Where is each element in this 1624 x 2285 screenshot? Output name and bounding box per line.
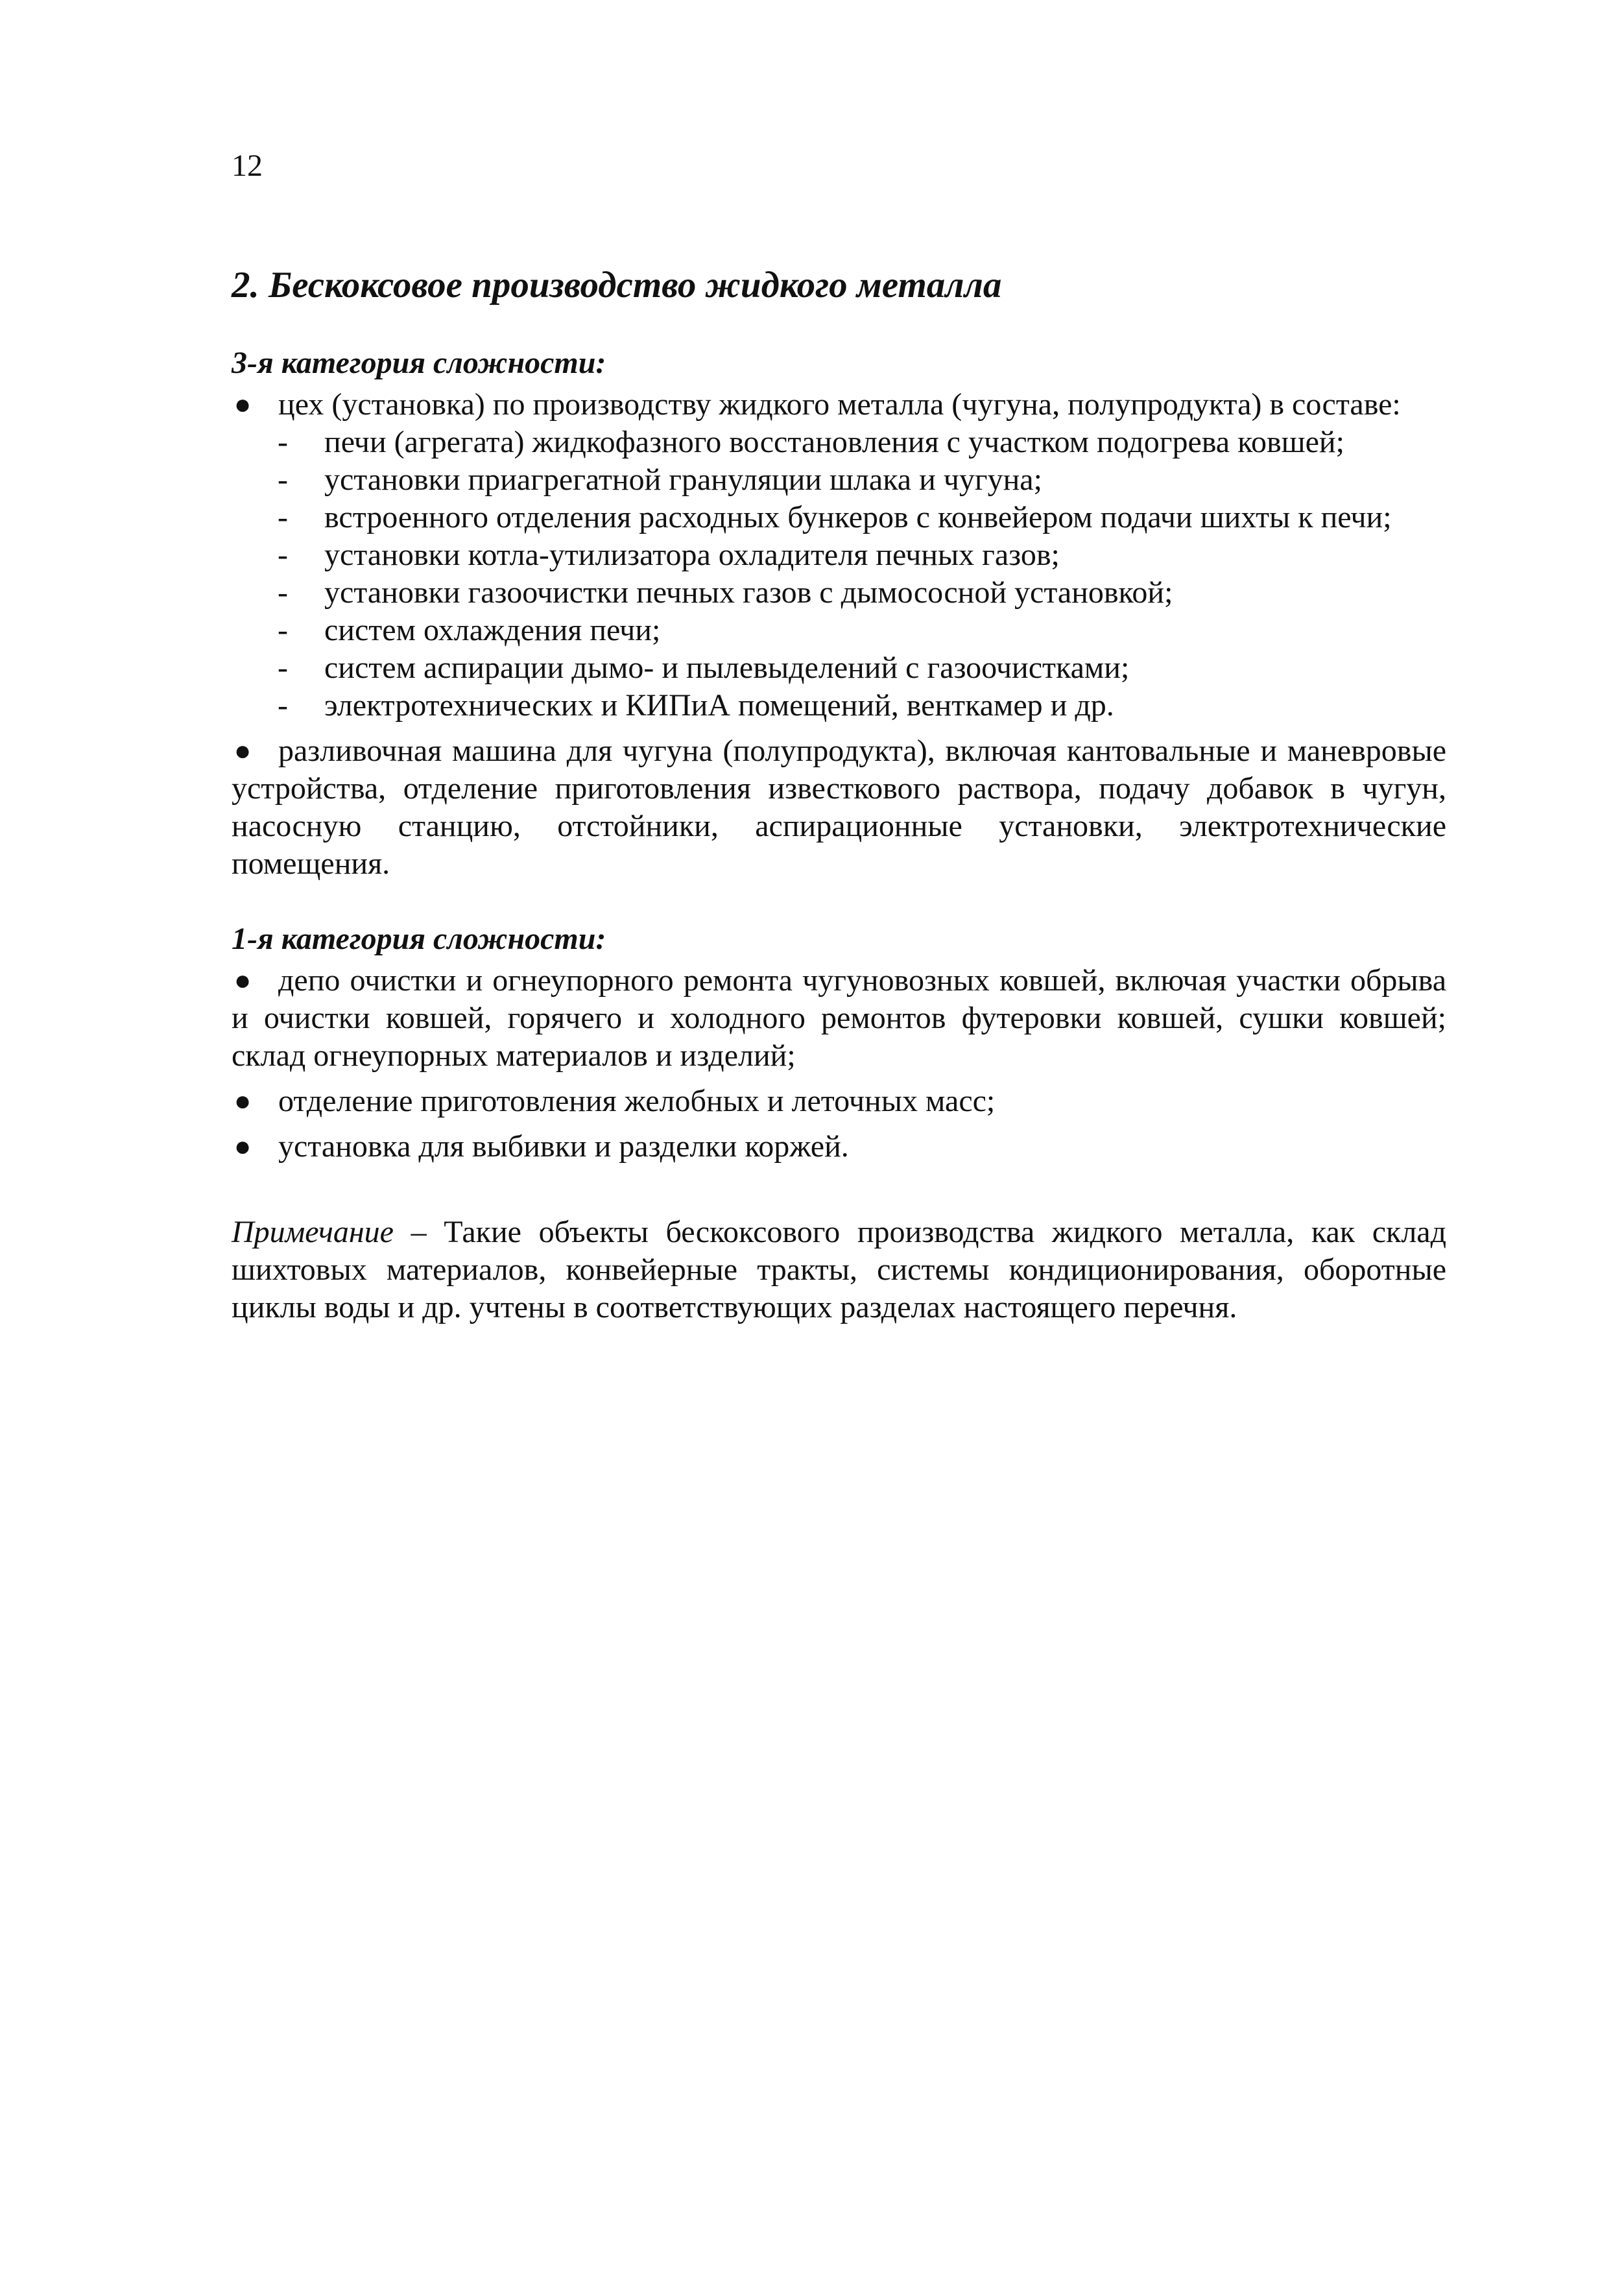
sub-list-container	[232, 424, 1446, 724]
list-item-text: цех (установка) по производству жидкого металла (чугуна, полупродукта) в составе:	[278, 387, 1401, 422]
page-number: 12	[232, 149, 263, 183]
note-paragraph	[232, 1214, 1446, 1326]
note-text: Такие объекты бескоксового производства жидкого металла, как склад шихтовых материалов, конвейерные тракты, системы кондиционирования, оборотные циклы воды и др. учтены в соответствующих разделах настоящего перечня.	[232, 1215, 1447, 1324]
list-item-text: установка для выбивки и разделки коржей.	[278, 1129, 849, 1164]
dash-icon: -	[278, 500, 288, 534]
bullet-icon: ●	[233, 1131, 252, 1162]
sub-list-item	[278, 574, 1446, 612]
sub-list-item-text: систем охлаждения печи;	[324, 613, 661, 647]
category-3-list	[232, 386, 1446, 883]
sub-list-item	[278, 612, 1446, 649]
category-3-title: 3-я категория сложности:	[232, 346, 606, 380]
list-item-text: депо очистки и огнеупорного ремонта чугуновозных ковшей, включая участки обрыва и очистки ковшей, горячего и холодного ремонтов футеровки ковшей, сушки ковшей; склад огнеупорных материалов и изделий;	[232, 963, 1446, 1073]
sub-list-item	[278, 536, 1446, 574]
sub-list-item-text: установки газоочистки печных газов с дымососной установкой;	[324, 575, 1173, 610]
bullet-icon: ●	[233, 1085, 252, 1117]
sub-list-item	[278, 687, 1446, 724]
list-item	[232, 962, 1446, 1075]
dash-icon: -	[278, 575, 288, 610]
note-separator: –	[393, 1215, 444, 1249]
sub-list-item-text: установки приагрегатной грануляции шлака и чугуна;	[324, 462, 1042, 497]
category-1-list	[232, 962, 1446, 1166]
dash-icon: -	[278, 651, 288, 685]
sub-list-item	[278, 499, 1446, 536]
dash-icon: -	[278, 688, 288, 723]
sub-list-item	[278, 461, 1446, 499]
sub-list-item-text: встроенного отделения расходных бункеров с конвейером подачи шихты к печи;	[324, 500, 1392, 534]
bullet-icon: ●	[233, 735, 252, 767]
list-item	[232, 1083, 1446, 1120]
list-item-text: отделение приготовления желобных и леточных масс;	[278, 1084, 996, 1118]
sub-list-item-text: печи (агрегата) жидкофазного восстановления с участком подогрева ковшей;	[324, 425, 1344, 459]
list-item	[232, 386, 1446, 424]
bullet-icon: ●	[233, 389, 252, 420]
note-label: Примечание	[232, 1215, 394, 1249]
sub-list-item-text: электротехнических и КИПиА помещений, венткамер и др.	[324, 688, 1114, 723]
category-1-title: 1-я категория сложности:	[232, 922, 606, 956]
page-content	[232, 263, 1446, 1358]
sub-list	[232, 424, 1446, 724]
sub-list-item	[278, 649, 1446, 687]
dash-icon: -	[278, 538, 288, 572]
dash-icon: -	[278, 613, 288, 647]
dash-icon: -	[278, 425, 288, 459]
sub-list-item	[278, 424, 1446, 461]
dash-icon: -	[278, 462, 288, 497]
list-item-text: разливочная машина для чугуна (полупродукта), включая кантовальные и маневровые устройства, отделение приготовления известкового раствора, подачу добавок в чугун, насосную станцию, отстойники, аспирационные установки, электротехнические помещения.	[232, 734, 1446, 881]
list-item	[232, 732, 1446, 883]
sub-list-item-text: систем аспирации дымо- и пылевыделений с газоочистками;	[324, 651, 1130, 685]
list-item	[232, 1128, 1446, 1166]
sub-list-item-text: установки котла-утилизатора охладителя печных газов;	[324, 538, 1060, 572]
bullet-icon: ●	[233, 964, 252, 996]
section-title: 2. Бескоксовое производство жидкого металла	[232, 265, 1002, 305]
